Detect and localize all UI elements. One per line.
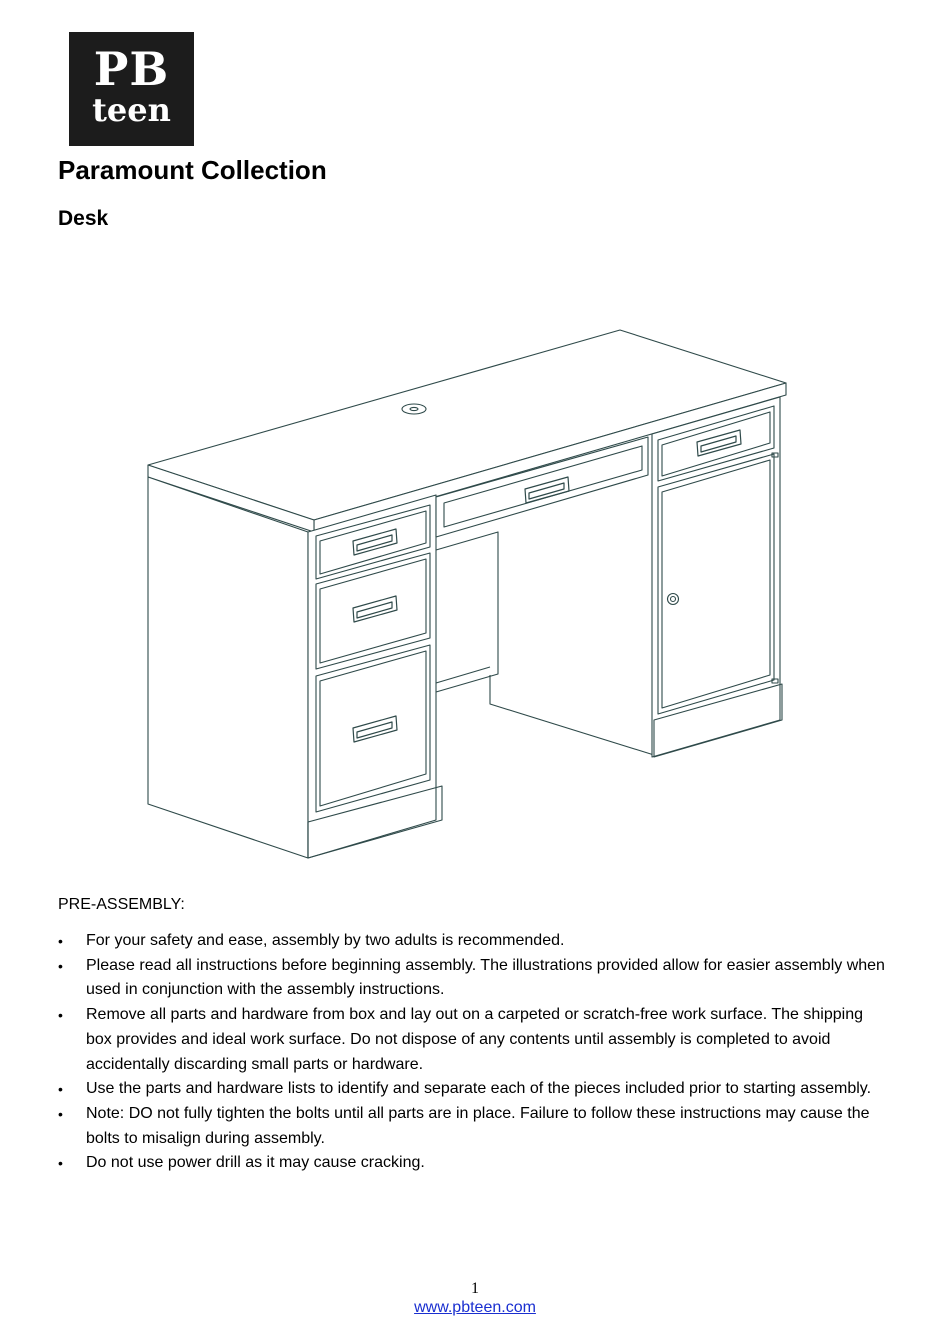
- page-subtitle: Desk: [58, 207, 109, 230]
- list-item: • Remove all parts and hardware from box and lay out on a carpeted or scratch-free work surface. The shipping box provides and ideal work surface. Do not dispose of any contents until assembly is completed to avoid accidentally discarding small parts or hardware.: [58, 1003, 890, 1077]
- page-number: 1: [471, 1280, 479, 1297]
- list-item: • Use the parts and hardware lists to identify and separate each of the pieces included prior to starting assembly.: [58, 1077, 890, 1102]
- page-title: Paramount Collection: [58, 155, 327, 185]
- footer-url: [0, 1299, 950, 1317]
- logo-text-pb: PB: [93, 42, 170, 96]
- list-item: • For your safety and ease, assembly by two adults is recommended.: [58, 929, 890, 954]
- logo-text-teen: teen: [92, 91, 171, 129]
- preassembly-heading: PRE-ASSEMBLY:: [58, 896, 185, 913]
- website-link[interactable]: www.pbteen.com: [414, 1299, 536, 1316]
- preassembly-list: [58, 929, 890, 1176]
- list-item: • Do not use power drill as it may cause cracking.: [58, 1151, 890, 1176]
- list-item: • Please read all instructions before beginning assembly. The illustrations provided allow for easier assembly when used in conjunction with the assembly instructions.: [58, 954, 890, 1003]
- pbteen-logo: [69, 32, 194, 146]
- desk-illustration: [140, 320, 800, 870]
- list-item: • Note: DO not fully tighten the bolts until all parts are in place. Failure to follow these instructions may cause the bolts to misalign during assembly.: [58, 1102, 890, 1151]
